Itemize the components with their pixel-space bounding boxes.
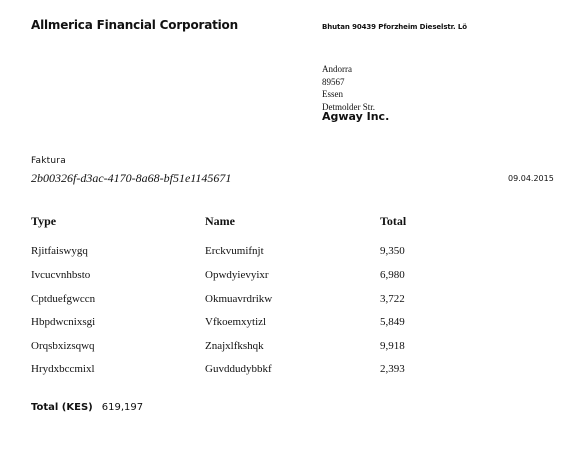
recipient-name: Agway Inc. xyxy=(322,110,390,123)
row-type-cell: Orqsbxizsqwq xyxy=(31,340,95,352)
table-row xyxy=(0,316,585,331)
column-header-total: Total xyxy=(380,214,407,228)
row-name-cell: Znajxlfkshqk xyxy=(205,340,264,352)
row-total-cell: 5,849 xyxy=(380,316,405,328)
table-row xyxy=(0,293,585,308)
column-header-name: Name xyxy=(205,214,235,228)
document-label: Faktura xyxy=(31,156,66,166)
row-total-cell: 3,722 xyxy=(380,293,405,305)
row-name-cell: Okmuavrdrikw xyxy=(205,293,273,305)
recipient-street: Detmolder Str. xyxy=(322,101,375,112)
row-total-cell: 9,918 xyxy=(380,340,405,352)
row-type-cell: Hbpdwcnixsgi xyxy=(31,316,96,328)
recipient-address xyxy=(322,63,375,113)
row-type-cell: Rjitfaiswygq xyxy=(31,245,88,257)
row-name-cell: Guvddudybbkf xyxy=(205,363,272,375)
sender-address-line: Bhutan 90439 Pforzheim Dieselstr. Lö xyxy=(322,23,467,31)
column-header-type: Type xyxy=(31,214,57,228)
row-type-cell: Ivcucvnhbsto xyxy=(31,269,91,281)
table-row xyxy=(0,363,585,378)
row-name-cell: Opwdyievyixr xyxy=(205,269,269,281)
document-id: 2b00326f-d3ac-4170-8a68-bf51e1145671 xyxy=(31,171,232,185)
row-name-cell: Erckvumifnjt xyxy=(205,245,264,257)
row-type-cell: Hrydxbccmixl xyxy=(31,363,95,375)
row-name-cell: Vfkoemxytizl xyxy=(205,316,267,328)
row-total-cell: 2,393 xyxy=(380,363,405,375)
recipient-postal-code: 89567 xyxy=(322,76,345,87)
row-total-cell: 9,350 xyxy=(380,245,405,257)
table-row xyxy=(0,269,585,284)
table-row xyxy=(0,340,585,355)
document-date: 09.04.2015 xyxy=(508,174,554,183)
grand-total xyxy=(31,402,143,413)
grand-total-value: 619,197 xyxy=(101,402,144,413)
table-row xyxy=(0,245,585,260)
row-total-cell: 6,980 xyxy=(380,269,405,281)
recipient-country: Andorra xyxy=(322,64,352,74)
grand-total-label: Total (KES) xyxy=(31,402,93,413)
sender-company-name: Allmerica Financial Corporation xyxy=(31,18,238,32)
row-type-cell: Cptduefgwccn xyxy=(31,293,96,305)
recipient-city: Essen xyxy=(322,89,343,99)
